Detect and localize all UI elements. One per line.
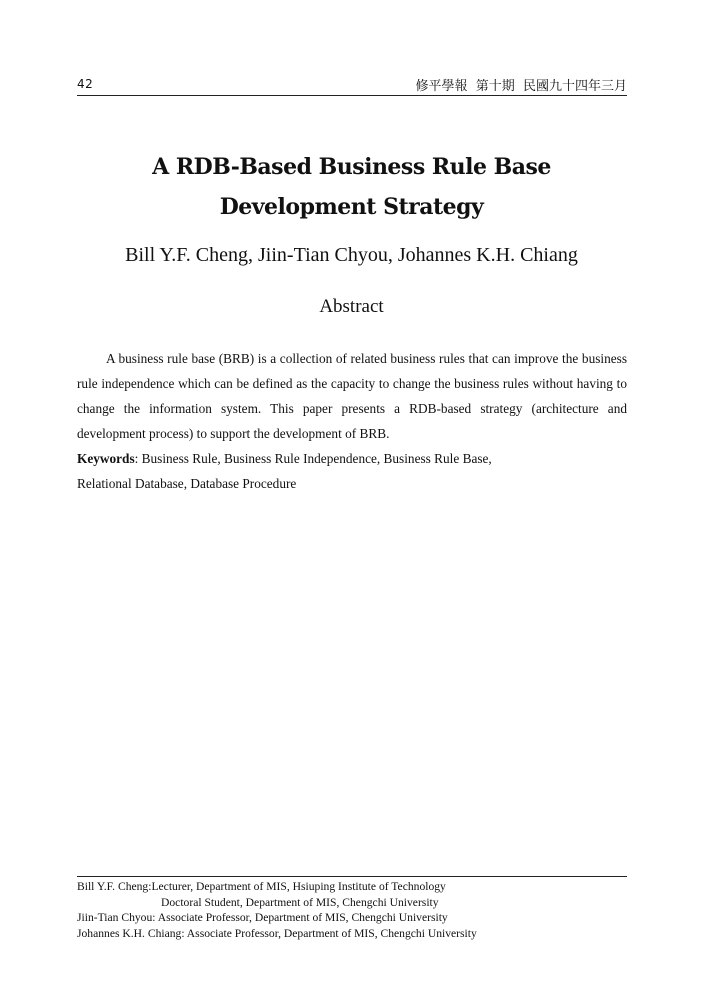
keywords-line-1 [77, 446, 627, 471]
paper-title [0, 147, 703, 227]
affiliation-cheng-continued: Doctoral Student, Department of MIS, Chengchi University [161, 895, 439, 909]
running-head: 修平學報 第十期 民國九十四年三月 [415, 79, 627, 94]
affiliation-cheng: Bill Y.F. Cheng:Lecturer, Department of MIS, Hsiuping Institute of Technology [77, 880, 446, 893]
keywords-label: Keywords [77, 451, 135, 466]
footnote-divider [77, 876, 627, 877]
author-affiliations [77, 879, 477, 941]
title-line-1: A RDB-Based Business Rule Base [152, 154, 551, 180]
affiliation-chiang: Johannes K.H. Chiang: Associate Professor, Department of MIS, Chengchi University [77, 926, 477, 940]
author-list: Bill Y.F. Cheng, Jiin-Tian Chyou, Johannes K.H. Chiang [125, 244, 578, 266]
affiliation-chyou: Jiin-Tian Chyou: Associate Professor, Department of MIS, Chengchi University [77, 911, 448, 924]
keywords-text-2: Relational Database, Database Procedure [77, 476, 297, 491]
keywords-text-1: : Business Rule, Business Rule Independence, Business Rule Base, [134, 451, 492, 466]
page-number: 42 [77, 77, 94, 91]
keywords-block [77, 446, 627, 496]
header-divider [77, 95, 627, 96]
abstract-heading: Abstract [319, 296, 384, 317]
abstract-body: A business rule base (BRB) is a collection of related business rules that can improve the business rule independence which can be defined as the capacity to change the business rules without having to change the information system. This paper presents a RDB-based strategy (architecture and development process) to support the development of BRB. [77, 351, 627, 441]
title-line-2: Development Strategy [219, 194, 484, 220]
